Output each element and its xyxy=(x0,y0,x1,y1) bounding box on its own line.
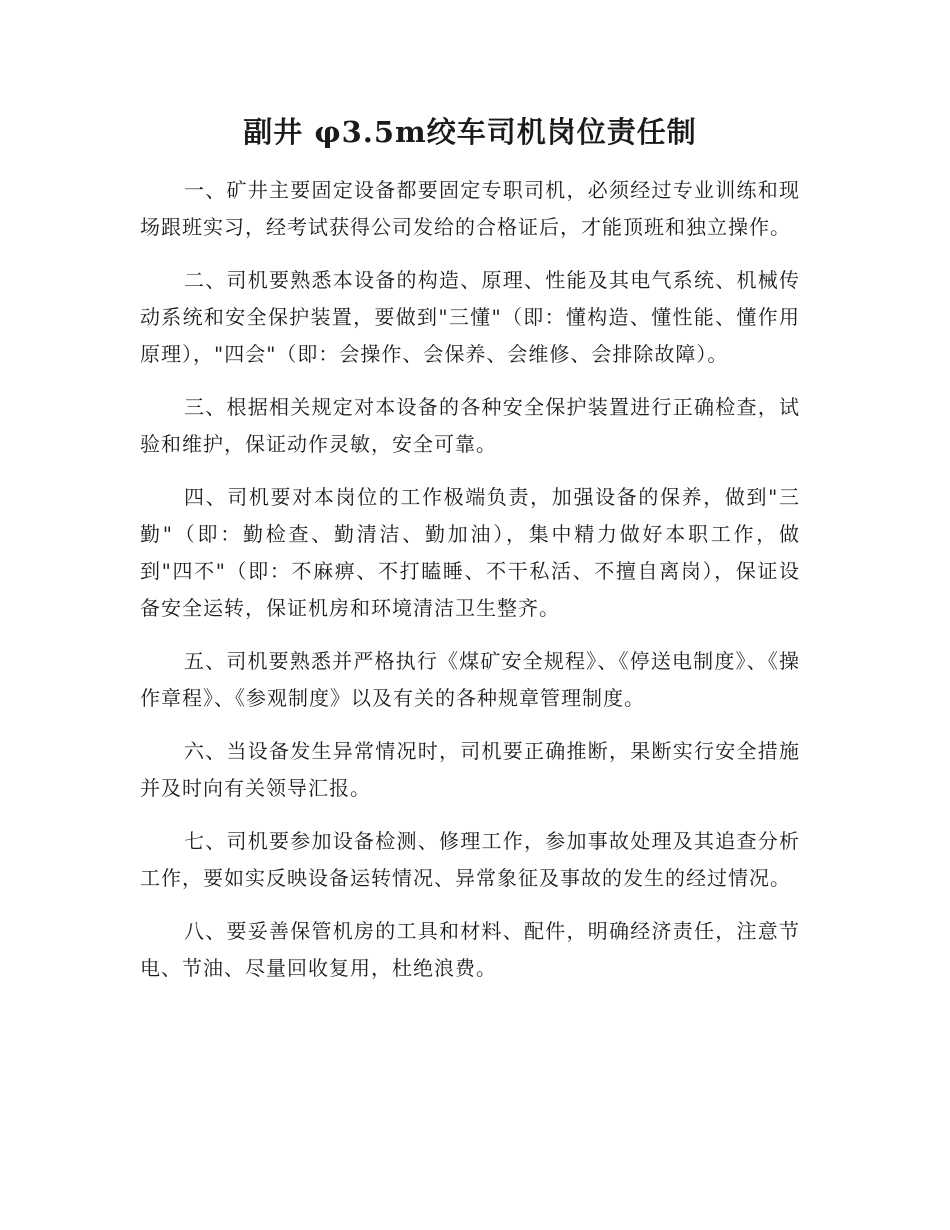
paragraph-1: 一、矿井主要固定设备都要固定专职司机，必须经过专业训练和现场跟班实习，经考试获得公司发给的合格证后，才能顶班和独立操作。 xyxy=(140,178,800,239)
paragraph-7: 七、司机要参加设备检测、修理工作，参加事故处理及其追查分析工作，要如实反映设备运转情况、异常象征及事故的发生的经过情况。 xyxy=(140,829,800,890)
paragraph-8: 八、要妥善保管机房的工具和材料、配件，明确经济责任，注意节电、节油、尽量回收复用，杜绝浪费。 xyxy=(140,919,800,980)
paragraph-4: 四、司机要对本岗位的工作极端负责，加强设备的保养，做到"三勤"（即：勤检查、勤清洁、勤加油），集中精力做好本职工作，做到"四不"（即：不麻痹、不打瞌睡、不干私活、不擅自离岗），保证设备安全运转，保证机房和环境清洁卫生整齐。 xyxy=(140,485,800,620)
paragraph-6: 六、当设备发生异常情况时，司机要正确推断，果断实行安全措施并及时向有关领导汇报。 xyxy=(140,739,800,800)
paragraph-3: 三、根据相关规定对本设备的各种安全保护装置进行正确检查，试验和维护，保证动作灵敏，安全可靠。 xyxy=(140,395,800,456)
document-body xyxy=(140,172,800,987)
paragraph-5: 五、司机要熟悉并严格执行《煤矿安全规程》、《停送电制度》、《操作章程》、《参观制度》以及有关的各种规章管理制度。 xyxy=(140,649,800,710)
paragraph-2: 二、司机要熟悉本设备的构造、原理、性能及其电气系统、机械传动系统和安全保护装置，要做到"三懂"（即：懂构造、懂性能、懂作用原理），"四会"（即：会操作、会保养、会维修、会排除故障）。 xyxy=(140,268,800,366)
page-title: 副井 φ3.5m绞车司机岗位责任制 xyxy=(243,115,697,149)
